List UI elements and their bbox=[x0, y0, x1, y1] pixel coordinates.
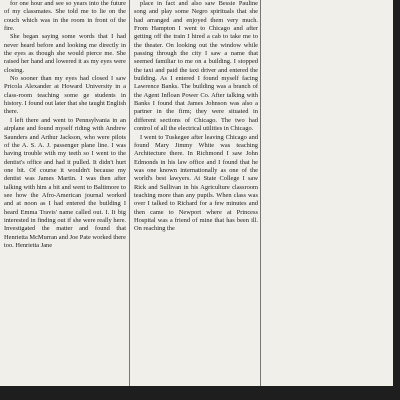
article-paragraph: I went to Tuskegee after leaving Chicago and found Mary Jimmy White was teaching Architecture there. In Richmond I saw John Edmonds in his law office and I found that he was one known internationally as one of the world's best lawyers. At State College I saw Rick and Sullivan in his Agriculture classroom teaching more than any pupils. When class was over I talked to Richard for a few minutes and then came to Newport where at Princess Hospital was a friend of mine that has been ill. On reaching the bbox=[134, 133, 258, 233]
article-column-middle bbox=[134, 0, 258, 233]
column-divider bbox=[129, 0, 130, 386]
scan-border-right bbox=[393, 0, 400, 400]
scan-border-bottom bbox=[0, 386, 400, 400]
article-paragraph: I left there and went to Pennsylvania in an airplane and found myself riding with Andrew Saunders and Arthur Jackson, who were pilots of the A. S. A. J. passenger plane line. I was having trouble with my teeth so I went to the dentist's office and had it pulled. It didn't hurt one bit. Of course it wouldn't because my dentist was James Martin. I was then after talking with him a bit and went to Baltimore to see how the Afro-American journal worked and at noon as I had entered the building I heard Emma Travis' name called out. I. It big interested in finding out if she were really here. Investigated the matter and found that Henrietta McMurran and Joe Pate worked there too. Henrietta Jane bbox=[4, 116, 126, 249]
article-column-left bbox=[4, 0, 126, 250]
article-paragraph: She began saying some words that I had never heard before and looking me directly in the eyes as though she would pierce me. She raised her hand and lowered it as my eyes were closing. bbox=[4, 33, 126, 74]
column-divider bbox=[260, 0, 261, 386]
article-paragraph: for one hour and see so years into the future of my classmates. She told me to lie on the couch which was in the room in front of the fire. bbox=[4, 0, 126, 33]
article-paragraph: No sooner than my eyes had closed I saw Pricola Alexander at Howard University in a class-room teaching some ge students in history. I found out later that she taught English there. bbox=[4, 75, 126, 116]
article-paragraph: place in fact and also saw Bessie Pauline song and play some Negro spirituals that she had arranged and enjoyed them very much. From Hampton I went to Chicago and after getting off the train I hired a cab to take me to the theater. On looking out the window while passing through the city I saw a name that seemed familiar to me on a building. I stopped the taxi and paid the taxi driver and entered the building. As I entered I found myself facing Lawrence Banks. The building was a branch of the Agent Infloan Power Co. After talking with Banks I found that James Johnson was also a partner in the firm; they were situated in different sections of Chicago. The two had control of all the electrical utilities in Chicago. bbox=[134, 0, 258, 133]
